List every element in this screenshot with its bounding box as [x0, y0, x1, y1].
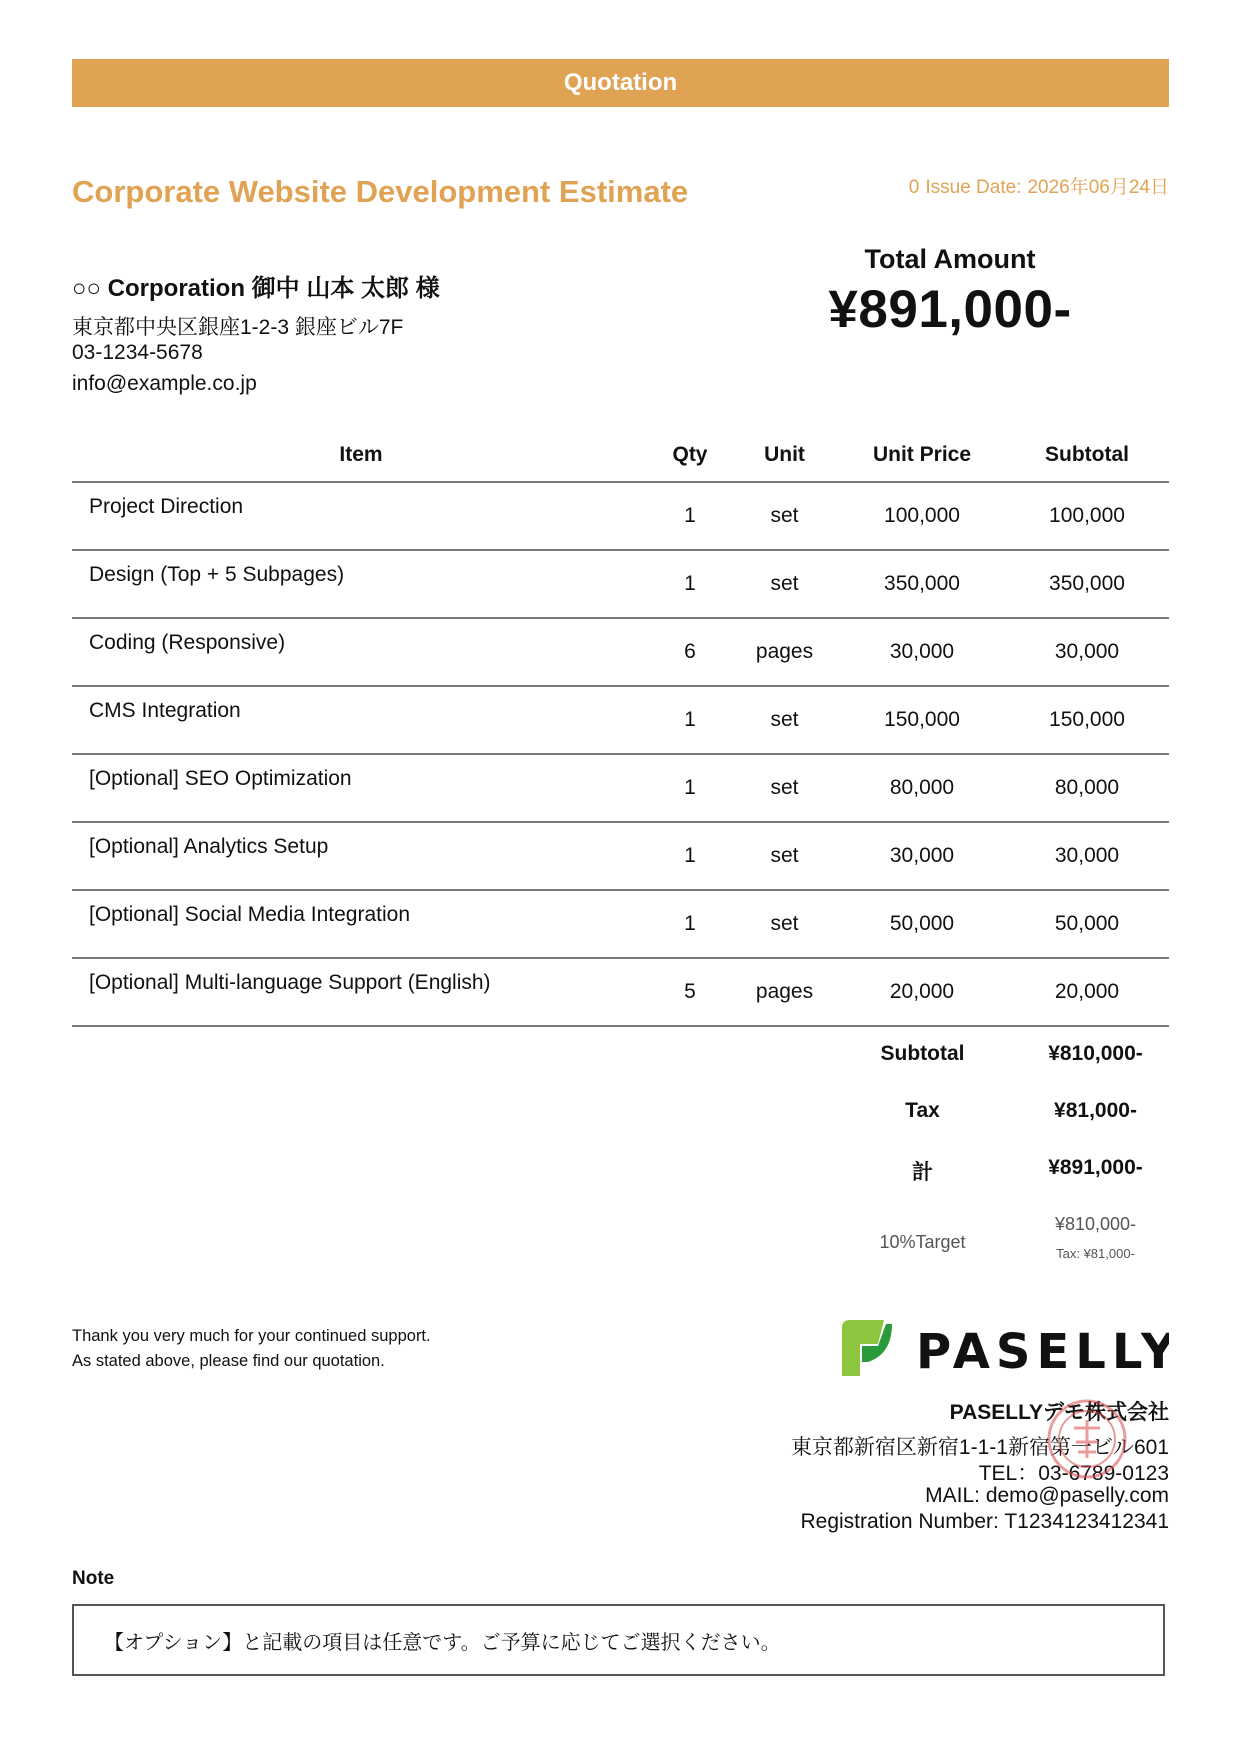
item-qty: 1	[650, 890, 730, 958]
table-row	[72, 958, 1169, 1026]
company-address: 東京都新宿区新宿1-1-1新宿第一ビル601	[790, 1436, 1169, 1459]
item-qty: 1	[650, 550, 730, 618]
header-item: Item	[72, 428, 650, 482]
tax-target-label: 10%Target	[879, 1232, 966, 1252]
tax-target-amount: ¥810,000-	[1054, 1214, 1137, 1234]
note-box	[72, 1604, 1165, 1676]
summary-tax-value: ¥81,000-	[1054, 1099, 1137, 1122]
item-name: Design (Top + 5 Subpages)	[72, 550, 650, 618]
summary-subtotal-row	[824, 1042, 1170, 1066]
issue-date: 2026年06月24日	[1027, 177, 1169, 198]
company-registration: Registration Number: T1234123412341	[800, 1510, 1169, 1533]
item-qty: 1	[650, 482, 730, 550]
item-unit: set	[730, 890, 839, 958]
item-subtotal: 350,000	[1005, 550, 1169, 618]
item-name: CMS Integration	[72, 686, 650, 754]
summary-tax-row	[824, 1099, 1170, 1123]
summary-subtotal-label: Subtotal	[880, 1042, 965, 1065]
note-label: Note	[72, 1568, 115, 1589]
item-qty: 6	[650, 618, 730, 686]
item-subtotal: 50,000	[1005, 890, 1169, 958]
logo-wordmark: PASELLY	[916, 1324, 1169, 1380]
total-amount-box	[800, 244, 1100, 340]
client-address: 東京都中央区銀座1-2-3 銀座ビル7F	[72, 316, 404, 339]
total-amount-label: Total Amount	[864, 244, 1036, 274]
document-title: Corporate Website Development Estimate	[72, 174, 689, 209]
item-name: Project Direction	[72, 482, 650, 550]
item-name: [Optional] SEO Optimization	[72, 754, 650, 822]
item-subtotal: 150,000	[1005, 686, 1169, 754]
table-row	[72, 822, 1169, 890]
company-tel: TEL：03-6789-0123	[978, 1462, 1169, 1485]
table-row	[72, 686, 1169, 754]
items-table	[72, 428, 1169, 1027]
item-qty: 1	[650, 754, 730, 822]
table-row	[72, 754, 1169, 822]
header-unit-price: Unit Price	[839, 428, 1005, 482]
header-title: Quotation	[563, 69, 678, 96]
item-qty: 5	[650, 958, 730, 1026]
client-name: ○○ Corporation 御中 山本 太郎 様	[72, 275, 440, 302]
issue-info	[903, 172, 1169, 199]
item-unit-price: 30,000	[839, 618, 1005, 686]
header-bar	[72, 59, 1169, 107]
paselly-logo-mark-icon	[838, 1318, 1169, 1380]
client-email: info@example.co.jp	[72, 372, 257, 395]
item-subtotal: 20,000	[1005, 958, 1169, 1026]
document-number: 0	[908, 177, 920, 198]
item-subtotal: 100,000	[1005, 482, 1169, 550]
company-seal-stamp	[1046, 1398, 1128, 1480]
item-qty: 1	[650, 686, 730, 754]
item-name: [Optional] Social Media Integration	[72, 890, 650, 958]
header-qty: Qty	[650, 428, 730, 482]
summary-total-label: 計	[912, 1161, 933, 1184]
item-subtotal: 30,000	[1005, 822, 1169, 890]
summary-subtotal-value: ¥810,000-	[1048, 1042, 1143, 1065]
table-row	[72, 618, 1169, 686]
item-name: [Optional] Analytics Setup	[72, 822, 650, 890]
company-logo	[838, 1318, 1169, 1380]
item-unit: set	[730, 686, 839, 754]
item-name: [Optional] Multi-language Support (English)	[72, 958, 650, 1026]
item-subtotal: 30,000	[1005, 618, 1169, 686]
item-unit-price: 100,000	[839, 482, 1005, 550]
item-unit: set	[730, 822, 839, 890]
table-row	[72, 550, 1169, 618]
item-unit: set	[730, 482, 839, 550]
header-subtotal: Subtotal	[1005, 428, 1169, 482]
header-unit: Unit	[730, 428, 839, 482]
item-unit: pages	[730, 958, 839, 1026]
seal-icon	[1046, 1398, 1128, 1480]
thanks-message-line2: As stated above, please find our quotation.	[72, 1352, 385, 1370]
tax-target-tax: Tax: ¥81,000-	[1056, 1246, 1135, 1261]
thanks-message-line1: Thank you very much for your continued support.	[72, 1327, 431, 1345]
company-name: PASELLYデモ株式会社	[949, 1401, 1169, 1424]
item-unit-price: 20,000	[839, 958, 1005, 1026]
item-unit: pages	[730, 618, 839, 686]
item-qty: 1	[650, 822, 730, 890]
client-phone: 03-1234-5678	[72, 341, 203, 364]
company-mail: MAIL: demo@paselly.com	[925, 1484, 1169, 1507]
total-amount-value: ¥891,000-	[828, 280, 1072, 339]
item-subtotal: 80,000	[1005, 754, 1169, 822]
item-unit-price: 350,000	[839, 550, 1005, 618]
table-header-row	[72, 428, 1169, 482]
summary-tax-label: Tax	[905, 1099, 940, 1122]
item-unit-price: 80,000	[839, 754, 1005, 822]
item-name: Coding (Responsive)	[72, 618, 650, 686]
item-unit-price: 30,000	[839, 822, 1005, 890]
issue-label: Issue Date:	[925, 177, 1022, 198]
table-row	[72, 482, 1169, 550]
summary-total-value: ¥891,000-	[1048, 1156, 1143, 1179]
item-unit-price: 50,000	[839, 890, 1005, 958]
item-unit-price: 150,000	[839, 686, 1005, 754]
table-row	[72, 890, 1169, 958]
summary-total-row	[824, 1156, 1170, 1186]
note-text: 【オプション】と記載の項目は任意です。ご予算に応じてご選択ください。	[104, 1631, 781, 1654]
item-unit: set	[730, 550, 839, 618]
item-unit: set	[730, 754, 839, 822]
